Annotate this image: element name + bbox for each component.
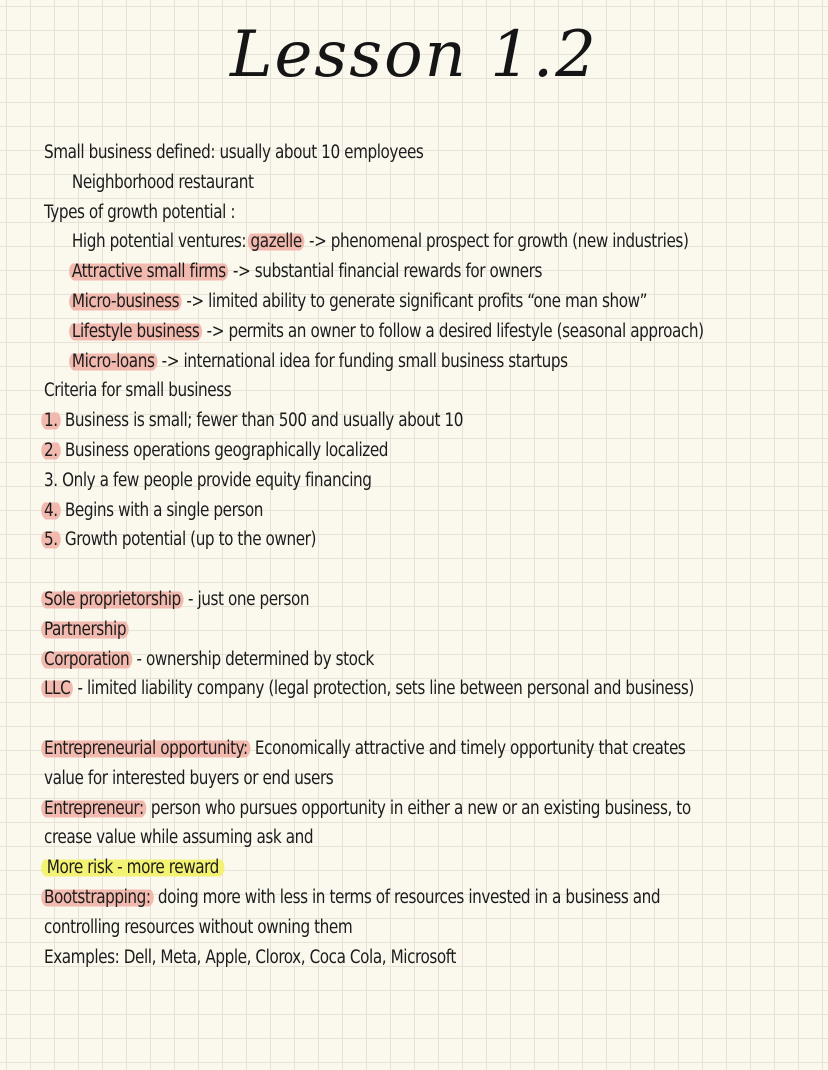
note-line: Neighborhood restaurant bbox=[71, 171, 254, 193]
criteria-item: 1. Business is small; fewer than 500 and usually about 10 bbox=[44, 406, 751, 436]
highlighted-term: Lifestyle business bbox=[69, 321, 202, 342]
highlighted-number: 4. bbox=[41, 500, 60, 521]
note-line: Small business defined: usually about 10 employees bbox=[44, 142, 424, 163]
note-line: Types of growth potential : bbox=[44, 201, 236, 223]
highlighted-term: Micro-business bbox=[69, 291, 182, 312]
note-line bbox=[44, 853, 751, 883]
criteria-item: 3. Only a few people provide equity financing bbox=[44, 469, 372, 491]
note-line: controlling resources without owning them bbox=[44, 916, 353, 938]
highlighted-term: Corporation bbox=[41, 649, 132, 670]
note-line: Corporation - ownership determined by stock bbox=[44, 645, 751, 675]
highlighted-term: Micro-loans bbox=[69, 351, 157, 372]
note-line: High potential ventures: gazelle -> phenomenal prospect for growth (new industries) bbox=[71, 231, 689, 253]
note-line: Entrepreneur: person who pursues opportunity in either a new or an existing business, to bbox=[44, 794, 751, 824]
note-line: Sole proprietorship - just one person bbox=[44, 585, 751, 615]
criteria-item: 4. Begins with a single person bbox=[44, 496, 751, 526]
note-line: Attractive small firms -> substantial financial rewards for owners bbox=[44, 257, 751, 287]
highlighted-term: LLC bbox=[41, 678, 73, 699]
highlighted-term: Attractive small firms bbox=[69, 261, 228, 282]
highlighted-number: 2. bbox=[41, 440, 60, 461]
highlighted-term: Bootstrapping: bbox=[41, 887, 153, 908]
highlighted-term: Entrepreneur: bbox=[41, 798, 146, 819]
highlighted-number: 1. bbox=[41, 410, 60, 431]
highlighted-term: Sole proprietorship bbox=[41, 589, 183, 610]
highlighted-term: Entrepreneurial opportunity: bbox=[41, 738, 250, 759]
note-line: Bootstrapping: doing more with less in terms of resources invested in a business and bbox=[44, 883, 751, 913]
note-line: Micro-loans -> international idea for funding small business startups bbox=[44, 347, 751, 377]
note-line: crease value while assuming ask and bbox=[44, 827, 314, 849]
note-line bbox=[44, 615, 751, 645]
note-line: Examples: Dell, Meta, Apple, Clorox, Coca Cola, Microsoft bbox=[44, 946, 456, 968]
notes-body bbox=[44, 138, 751, 972]
note-line: Micro-business -> limited ability to generate significant profits “one man show” bbox=[44, 287, 751, 317]
spacer bbox=[44, 555, 751, 585]
criteria-item: 2. Business operations geographically localized bbox=[44, 436, 751, 466]
page-title: Lesson 1.2 bbox=[230, 18, 598, 92]
note-line: Lifestyle business -> permits an owner to follow a desired lifestyle (seasonal approach) bbox=[44, 317, 751, 347]
note-line: Entrepreneurial opportunity: Economically attractive and timely opportunity that creates bbox=[44, 734, 751, 764]
criteria-item: 5. Growth potential (up to the owner) bbox=[44, 525, 751, 555]
note-line: LLC - limited liability company (legal protection, sets line between personal and business) bbox=[44, 674, 751, 704]
note-line: Criteria for small business bbox=[44, 380, 232, 402]
highlighted-number: 5. bbox=[41, 529, 60, 550]
spacer bbox=[44, 704, 751, 734]
note-line: value for interested buyers or end users bbox=[44, 767, 334, 789]
highlighted-term: Partnership bbox=[41, 619, 129, 640]
highlighted-term: gazelle bbox=[248, 231, 305, 252]
highlighted-phrase: More risk - more reward bbox=[41, 857, 224, 878]
